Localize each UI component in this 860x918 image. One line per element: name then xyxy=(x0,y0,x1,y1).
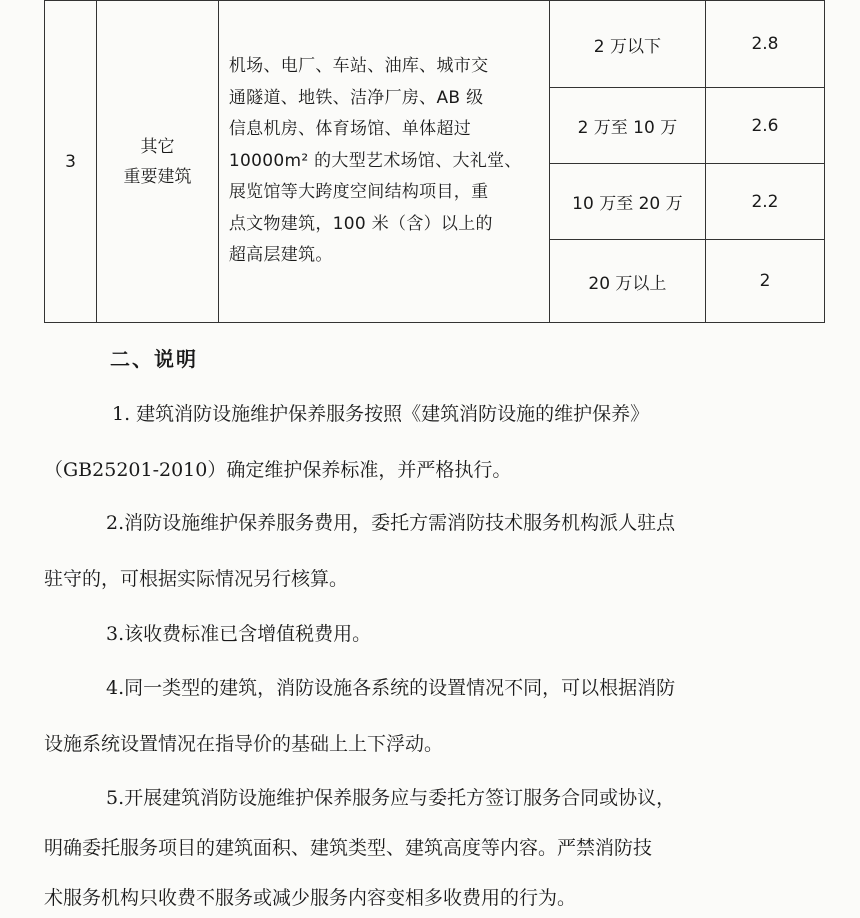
note-line: 2.消防设施维护保养服务费用，委托方需消防技术服务机构派人驻点 xyxy=(106,512,676,534)
coefficient-cell: 2.6 xyxy=(705,88,824,164)
note-line: 术服务机构只收费不服务或减少服务内容变相多收费用的行为。 xyxy=(44,887,577,909)
coefficient-cell: 2.8 xyxy=(705,1,824,88)
description-line: 10000m² 的大型艺术场馆、大礼堂、 xyxy=(228,150,522,171)
description-line: 信息机房、体育场馆、单体超过 xyxy=(228,119,472,140)
table-row xyxy=(45,1,825,88)
coefficient-cell: 2.2 xyxy=(705,164,824,240)
coefficient-cell: 2 xyxy=(705,240,824,323)
note-item-5 xyxy=(44,783,834,913)
description-line: 机场、电厂、车站、油库、城市交 xyxy=(228,56,489,77)
note-item-2 xyxy=(44,508,834,594)
category-line: 其它 xyxy=(140,136,175,157)
note-item-1 xyxy=(44,399,834,485)
description-line: 展览馆等大跨度空间结构项目，重 xyxy=(228,182,489,203)
note-line: 3.该收费标准已含增值税费用。 xyxy=(106,623,372,645)
note-line: 明确委托服务项目的建筑面积、建筑类型、建筑高度等内容。严禁消防技 xyxy=(44,837,653,859)
area-tier-cell: 20 万以上 xyxy=(549,240,705,323)
section-heading: 二、说明 xyxy=(110,347,198,371)
fee-table xyxy=(44,0,825,323)
note-line: 1. 建筑消防设施维护保养服务按照《建筑消防设施的维护保养》 xyxy=(112,403,650,425)
description-line: 点文物建筑，100 米（含）以上的 xyxy=(228,213,493,234)
area-tier-cell: 2 万至 10 万 xyxy=(549,88,705,164)
note-line: （GB25201-2010）确定维护保养标准，并严格执行。 xyxy=(44,459,512,481)
description-cell xyxy=(218,1,549,323)
description-line: 超高层建筑。 xyxy=(228,245,333,266)
note-line: 驻守的，可根据实际情况另行核算。 xyxy=(44,568,349,590)
description-line: 通隧道、地铁、洁净厂房、AB 级 xyxy=(228,87,484,108)
area-tier-cell: 2 万以下 xyxy=(549,1,705,88)
note-line: 4.同一类型的建筑，消防设施各系统的设置情况不同，可以根据消防 xyxy=(106,677,676,699)
note-item-3 xyxy=(44,619,834,649)
category-line: 重要建筑 xyxy=(123,166,192,187)
note-item-4 xyxy=(44,673,834,759)
area-tier-cell: 10 万至 20 万 xyxy=(549,164,705,240)
note-line: 设施系统设置情况在指导价的基础上上下浮动。 xyxy=(44,733,444,755)
row-number: 3 xyxy=(45,1,97,323)
category-cell xyxy=(97,1,219,323)
note-line: 5.开展建筑消防设施维护保养服务应与委托方签订服务合同或协议， xyxy=(106,787,676,809)
